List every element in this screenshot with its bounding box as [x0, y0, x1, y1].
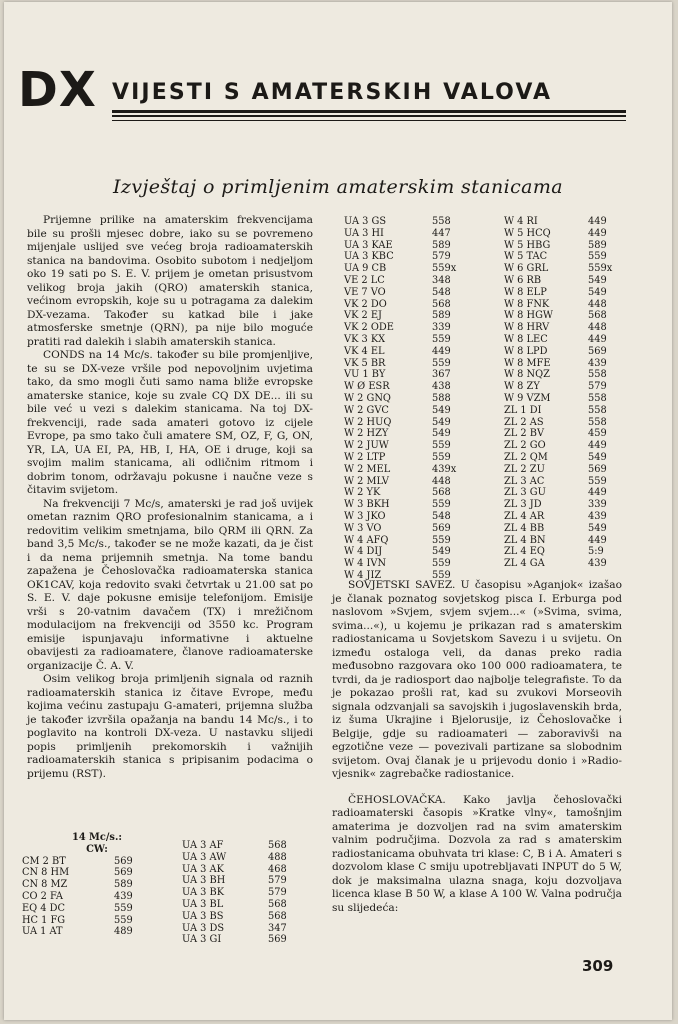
callsign: W Ø ESR: [344, 381, 390, 393]
rst-report: 589: [114, 879, 133, 891]
intro-paragraph: Prijemne prilike na amaterskim frekvencijama bile su prošli mjesec dobre, iako su se povremeno mijenjale uslijed sve većeg broja radioamaterskih stanica na bandovima. Osobito subotom i nedjeljom oko 19 sati po S. E. V. prijem je ometan prisustvom velikog broja jakih (QRO) amaterskih stanica, većinom evropskih, koje su u potragama za dalekim DX-vezama. Također su katkad bile i jake atmosferske smetnje (QRN), pa nije bilo moguće pratiti rad dalekih i slabih amaterskih stanica.: [27, 214, 313, 348]
rst-report: 589: [588, 239, 607, 251]
callsign: VK 2 DO: [344, 298, 387, 310]
station-row: [344, 346, 494, 358]
rst-report: 548: [432, 510, 451, 522]
station-row: [344, 228, 494, 240]
station-row: [344, 499, 494, 511]
callsign: UA 3 BS: [182, 910, 224, 922]
station-row: [344, 405, 494, 417]
rst-report: 449: [588, 487, 607, 499]
station-row: [344, 369, 494, 381]
station-list: [504, 216, 644, 570]
rst-report: 579: [268, 887, 287, 899]
callsign: UA 3 BL: [182, 898, 224, 910]
rst-report: 488: [268, 851, 287, 863]
station-table-a: [22, 832, 172, 938]
station-row: [504, 476, 644, 488]
rst-report: 439: [588, 558, 607, 570]
rst-report: 579: [588, 381, 607, 393]
callsign: ZL 2 ZU: [504, 463, 545, 475]
callsign: W 8 MFE: [504, 357, 551, 369]
rst-report: 568: [268, 840, 287, 851]
station-row: [504, 334, 644, 346]
station-row: [182, 899, 322, 911]
callsign: VK 2 ODE: [344, 322, 394, 334]
callsign: W 8 HGW: [504, 310, 553, 322]
intro-paragraph: Osim velikog broja primljenih signala od raznih radioamaterskih stanica iz čitave Evrope, među kojima većinu zastupaju G-amateri, prijemna služba je također izvršila opažanja na bandu 14 Mc/s., i to poglavito na kontroli DX-veza. U nastavku slijedi popis primljenih prekomorskih i važnijih radioamaterskih stanica s pripisanim podacima o prijemu (RST).: [27, 673, 313, 780]
callsign: W 4 DIJ: [344, 546, 383, 558]
rst-report: 558: [588, 392, 607, 404]
station-row: [182, 887, 322, 899]
station-row: [504, 558, 644, 570]
rst-report: 558: [432, 216, 451, 227]
station-row: [344, 310, 494, 322]
station-row: [504, 428, 644, 440]
intro-column: [27, 214, 313, 781]
callsign: ZL 4 GA: [504, 558, 545, 570]
rst-report: 559: [432, 499, 451, 511]
page-number: 309: [582, 957, 614, 975]
station-row: [182, 934, 322, 946]
station-row: [504, 511, 644, 523]
callsign: CO 2 FA: [22, 890, 64, 902]
station-row: [344, 558, 494, 570]
rst-report: 348: [432, 274, 451, 286]
rst-report: 549: [432, 546, 451, 558]
callsign: UA 3 GS: [344, 216, 387, 227]
station-row: [504, 287, 644, 299]
callsign: UA 3 DS: [182, 922, 225, 934]
callsign: UA 3 KBC: [344, 251, 394, 263]
station-row: [22, 915, 172, 927]
station-row: [22, 926, 172, 938]
rst-report: 549: [588, 522, 607, 534]
report-title: Izvještaj o primljenim amaterskim stanicama: [113, 176, 563, 198]
station-row: [182, 911, 322, 923]
station-row: [344, 523, 494, 535]
rst-report: 449: [588, 333, 607, 345]
callsign: UA 3 KAE: [344, 239, 393, 251]
station-row: [504, 322, 644, 334]
callsign: W 5 HBG: [504, 239, 551, 251]
rst-report: 568: [432, 298, 451, 310]
rst-report: 569: [114, 855, 133, 867]
callsign: W 5 TAC: [504, 251, 548, 263]
rst-report: 449: [588, 227, 607, 239]
rst-report: 5:9: [588, 546, 604, 558]
rst-report: 449: [588, 440, 607, 452]
rst-report: 558: [588, 404, 607, 416]
news-paragraph: SOVJETSKI SAVEZ. U časopisu »Aganjok« izašao je članak poznatog sovjetskog pisca I. Erburga pod naslovom »Svjem, svjem svjem...« (»Svima, svima, svima...«), u kojemu je prikazan rad s amaterskim radiostanicama u Sovjetskom Savezu i u svijetu. On između ostaloga veli, da danas preko radia međusobno razgovara oko 100 000 radioamatera, te tvrdi, da je radiosport dao najbolje telegrafiste. To da je pokazao prošli rat, kad su zvukovi Morseovih signala odzvanjali sa savojskih i jugoslavenskih brda, iz šuma Ukrajine i Bjelorusije, iz Čehoslovačke i Belgije, gdje su radioamateri — zaboravivši na egzotične veze — povezivali partizane sa slobodnim svijetom. Ovaj članak je u prijevodu donio i »Radio-vjesnik« zagrebačke radiostanice.: [332, 579, 622, 780]
callsign: ZL 2 AS: [504, 416, 544, 428]
callsign: W 4 JIZ: [344, 569, 382, 581]
rst-report: 589: [432, 310, 451, 322]
station-row: [344, 452, 494, 464]
rst-report: 439x: [432, 463, 457, 475]
table-header-mode: CW:: [86, 843, 108, 855]
station-row: [344, 476, 494, 488]
station-row: [504, 228, 644, 240]
callsign: W 2 JUW: [344, 440, 389, 452]
rst-report: 549: [588, 451, 607, 463]
station-row: [344, 251, 494, 263]
station-row: [182, 875, 322, 887]
callsign: W 4 IVN: [344, 558, 387, 570]
station-row: [504, 535, 644, 547]
rst-report: 549: [432, 404, 451, 416]
callsign: ZL 3 JD: [504, 499, 542, 511]
callsign: ZL 2 QM: [504, 451, 548, 463]
rst-report: 549: [588, 274, 607, 286]
callsign: ZL 3 GU: [504, 487, 546, 499]
callsign: UA 3 AK: [182, 863, 224, 875]
station-table-c: [344, 216, 494, 582]
station-list: [182, 840, 322, 946]
callsign: W 2 YK: [344, 487, 381, 499]
callsign: W 5 HCQ: [504, 227, 551, 239]
rst-report: 569: [588, 463, 607, 475]
station-row: [22, 856, 172, 868]
callsign: W 8 ELP: [504, 286, 547, 298]
rst-report: 569: [588, 345, 607, 357]
station-row: [344, 511, 494, 523]
rst-report: 459: [588, 428, 607, 440]
station-row: [344, 546, 494, 558]
station-row: [182, 864, 322, 876]
rst-report: 559: [432, 569, 451, 581]
callsign: W 8 HRV: [504, 322, 550, 334]
station-row: [22, 867, 172, 879]
rst-report: 449: [432, 345, 451, 357]
callsign: UA 3 AF: [182, 840, 224, 851]
callsign: W 4 RI: [504, 216, 538, 227]
callsign: ZL 3 AC: [504, 475, 545, 487]
rst-report: 559: [432, 440, 451, 452]
rst-report: 559: [588, 475, 607, 487]
section-logo: DX: [18, 62, 97, 118]
station-row: [344, 275, 494, 287]
callsign: UA 3 BH: [182, 875, 226, 887]
callsign: HC 1 FG: [22, 914, 66, 926]
news-paragraph: ČEHOSLOVAČKA. Kako javlja čehoslovački radioamaterski časopis »Kratke vlny«, tamošnjim amaterima je dozvoljen rad na svim amaterskim valnim područjima. Dozvola za rad s amaterskim radiostanicama obuhvata tri klase: C, B i A. Amateri s dozvolom klase C smiju upotrebljavati INPUT do 5 W, dok je maksimalna ulazna snaga, koju dozvoljava licenca klase B 50 W, a klase A 100 W. Valna područja su slijedeća:: [332, 793, 622, 914]
station-row: [504, 346, 644, 358]
station-row: [22, 879, 172, 891]
callsign: W 6 GRL: [504, 263, 549, 275]
station-table-d: [504, 216, 644, 570]
callsign: ZL 4 BB: [504, 522, 545, 534]
station-row: [504, 216, 644, 228]
station-row: [344, 464, 494, 476]
station-row: [344, 487, 494, 499]
callsign: W 3 BKH: [344, 499, 390, 511]
rst-report: 448: [588, 322, 607, 334]
station-table-b: [182, 840, 322, 946]
station-row: [344, 322, 494, 334]
callsign: ZL 1 DI: [504, 404, 542, 416]
callsign: CN 8 HM: [22, 867, 70, 879]
callsign: W 2 HUQ: [344, 416, 392, 428]
rst-report: 569: [268, 934, 287, 946]
station-row: [344, 358, 494, 370]
rst-report: 489: [114, 926, 133, 938]
rst-report: 589: [432, 239, 451, 251]
rst-report: 559x: [588, 263, 613, 275]
rst-report: 449: [588, 216, 607, 227]
rst-report: 448: [588, 298, 607, 310]
station-row: [344, 287, 494, 299]
callsign: W 4 AFQ: [344, 534, 389, 546]
rst-report: 468: [268, 863, 287, 875]
callsign: W 2 LTP: [344, 451, 386, 463]
station-row: [182, 852, 322, 864]
callsign: W 8 NQZ: [504, 369, 550, 381]
rst-report: 439: [588, 510, 607, 522]
rst-report: 559: [432, 357, 451, 369]
rst-report: 559: [114, 902, 133, 914]
rst-report: 439: [114, 890, 133, 902]
callsign: ZL 4 EQ: [504, 546, 545, 558]
station-row: [504, 405, 644, 417]
station-row: [504, 523, 644, 535]
station-row: [504, 275, 644, 287]
callsign: W 8 LEC: [504, 333, 548, 345]
rst-report: 558: [588, 416, 607, 428]
station-row: [182, 923, 322, 935]
callsign: W 9 VZM: [504, 392, 551, 404]
callsign: EQ 4 DC: [22, 902, 65, 914]
rst-report: 579: [432, 251, 451, 263]
station-list: [344, 216, 494, 582]
station-row: [344, 334, 494, 346]
callsign: VK 2 EJ: [344, 310, 382, 322]
rst-report: 559: [588, 251, 607, 263]
callsign: ZL 2 GO: [504, 440, 546, 452]
station-list: [22, 856, 172, 939]
station-row: [504, 417, 644, 429]
rst-report: 339: [588, 499, 607, 511]
rst-report: 439: [588, 357, 607, 369]
station-row: [344, 263, 494, 275]
station-row: [504, 499, 644, 511]
callsign: W 3 JKO: [344, 510, 386, 522]
station-row: [22, 903, 172, 915]
station-row: [504, 452, 644, 464]
callsign: VU 1 BY: [344, 369, 386, 381]
callsign: ZL 4 AR: [504, 510, 545, 522]
callsign: VE 7 VO: [344, 286, 386, 298]
rst-report: 339: [432, 322, 451, 334]
callsign: VK 3 KX: [344, 333, 386, 345]
station-row: [504, 546, 644, 558]
rst-report: 569: [114, 867, 133, 879]
callsign: W 2 GVC: [344, 404, 389, 416]
callsign: ZL 2 BV: [504, 428, 545, 440]
station-row: [504, 369, 644, 381]
callsign: W 6 RB: [504, 274, 542, 286]
callsign: UA 9 CB: [344, 263, 387, 275]
rst-report: 568: [432, 487, 451, 499]
station-row: [504, 251, 644, 263]
rst-report: 559: [114, 914, 133, 926]
section-header: [18, 62, 630, 136]
rst-report: 559x: [432, 263, 457, 275]
callsign: VE 2 LC: [344, 274, 385, 286]
station-row: [344, 240, 494, 252]
rst-report: 549: [432, 416, 451, 428]
section-title: VIJESTI S AMATERSKIH VALOVA: [112, 80, 553, 105]
station-row: [344, 440, 494, 452]
station-row: [504, 299, 644, 311]
callsign: ZL 4 BN: [504, 534, 546, 546]
callsign: UA 3 AW: [182, 851, 227, 863]
intro-paragraph: CONDS na 14 Mc/s. također su bile promjenljive, te su se DX-veze vršile pod nepovoljnim uvjetima tako, da smo mogli čuti samo nama bliže evropske amaterske stanice, koje su zvale CQ DX DE... ili su bile već u vezi s dalekim stanicama. Na toj DX-frekvenciji, rade sada amateri gotovo iz cijele Evrope, pa smo tako čuli amatere SM, OZ, F, G, ON, YR, LA, UA EI, PA, HB, I, HA, OE i druge, koji sa svojim malim stanicama, ali odličnim ritmom i dobrim tonom, održavaju pokusne i naučne veze s čitavim svijetom.: [27, 349, 313, 496]
rst-report: 568: [268, 910, 287, 922]
rst-report: 447: [432, 227, 451, 239]
station-row: [504, 440, 644, 452]
table-header-band: 14 Mc/s.:: [72, 832, 122, 843]
callsign: W 8 FNK: [504, 298, 550, 310]
rst-report: 569: [432, 522, 451, 534]
callsign: W 8 LPD: [504, 345, 548, 357]
rst-report: 438: [432, 381, 451, 393]
rst-report: 549: [432, 428, 451, 440]
station-row: [504, 358, 644, 370]
magazine-page: [4, 2, 672, 1020]
callsign: W 2 HZY: [344, 428, 389, 440]
station-row: [182, 840, 322, 852]
station-row: [504, 381, 644, 393]
station-row: [504, 310, 644, 322]
callsign: UA 3 HI: [344, 227, 384, 239]
callsign: W 8 ZY: [504, 381, 540, 393]
rst-report: 579: [268, 875, 287, 887]
header-rule: [112, 110, 626, 113]
rst-report: 558: [588, 369, 607, 381]
header-rule: [112, 115, 626, 117]
rst-report: 559: [432, 558, 451, 570]
station-row: [22, 891, 172, 903]
rst-report: 367: [432, 369, 451, 381]
station-row: [344, 428, 494, 440]
station-row: [504, 464, 644, 476]
callsign: UA 1 AT: [22, 926, 63, 938]
rst-report: 588: [432, 392, 451, 404]
callsign: UA 3 BK: [182, 887, 225, 899]
station-row: [504, 263, 644, 275]
station-row: [344, 381, 494, 393]
header-rule: [112, 120, 626, 121]
intro-paragraph: Na frekvenciji 7 Mc/s, amaterski je rad još uvijek ometan raznim QRO profesionalnim stanicama, a i redovitim velikim smetnjama, bilo QRM ili QRN. Za band 3,5 Mc/s., također se ne može kazati, da je čist i da nema prijemnih smetnja. Na tome bandu zapažena je Čehoslovačka radioamaterska stanica OK1CAV, koja redovito svaki četvrtak u 21.00 sat po S. E. V. daje pokusne emisije telefonijom. Emisije vrši s 20-vatnim davačem (TX) i mrežičnom modulacijom na frekvenciji od 3550 kc. Program emisije ispunjavaju informativne i aktuelne obavijesti za radioamatere, članove radioamaterske organizacije Č. A. V.: [27, 497, 313, 672]
station-row: [344, 299, 494, 311]
rst-report: 549: [588, 286, 607, 298]
rst-report: 559: [432, 451, 451, 463]
rst-report: 559: [432, 333, 451, 345]
callsign: W 2 GNQ: [344, 392, 391, 404]
station-row: [344, 393, 494, 405]
station-row: [344, 535, 494, 547]
callsign: W 2 MLV: [344, 475, 389, 487]
callsign: CN 8 MZ: [22, 879, 68, 891]
callsign: W 3 VO: [344, 522, 382, 534]
rst-report: 448: [432, 475, 451, 487]
rst-report: 449: [588, 534, 607, 546]
callsign: CM 2 BT: [22, 855, 66, 867]
station-row: [504, 487, 644, 499]
station-row: [344, 417, 494, 429]
station-row: [344, 216, 494, 228]
callsign: UA 3 GI: [182, 934, 222, 946]
station-row: [504, 240, 644, 252]
news-column: [332, 579, 622, 927]
rst-report: 548: [432, 286, 451, 298]
rst-report: 568: [268, 898, 287, 910]
callsign: VK 5 BR: [344, 357, 386, 369]
callsign: W 2 MEL: [344, 463, 391, 475]
rst-report: 347: [268, 922, 287, 934]
station-row: [504, 393, 644, 405]
rst-report: 568: [588, 310, 607, 322]
callsign: VK 4 EL: [344, 345, 385, 357]
rst-report: 559: [432, 534, 451, 546]
